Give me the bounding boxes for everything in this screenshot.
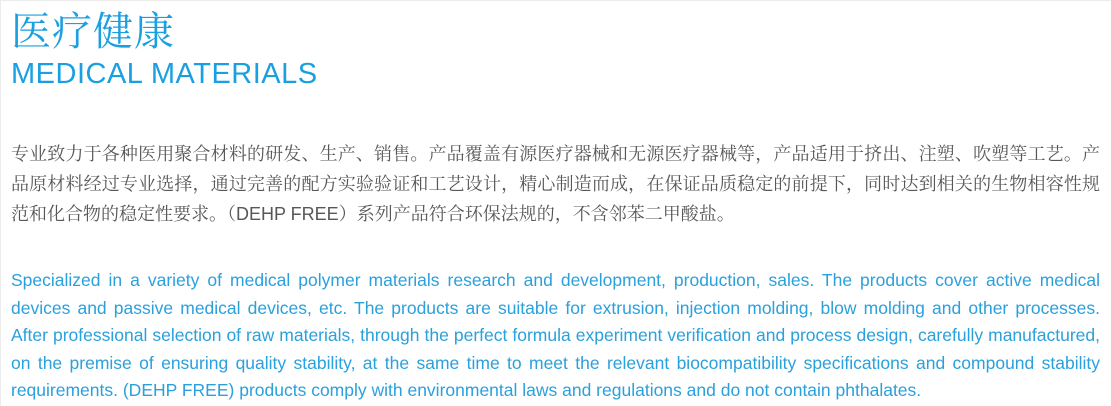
section-title-english: MEDICAL MATERIALS [11,58,318,90]
description-paragraph-chinese: 专业致力于各种医用聚合材料的研发、生产、销售。产品覆盖有源医疗器械和无源医疗器械等，产品适用于挤出、注塑、吹塑等工艺。产品原材料经过专业选择，通过完善的配方实验验证和工艺设计，精心制造而成，在保证品质稳定的前提下，同时达到相关的生物相容性规范和化合物的稳定性要求。（DEHP FREE）系列产品符合环保法规的，不含邻苯二甲酸盐。 [11,144,1100,224]
section-title-chinese: 医疗健康 [11,10,175,54]
description-paragraph-english: Specialized in a variety of medical polymer materials research and development, production, sales. The products cover active medical devices and passive medical devices, etc. The products are suitable for extrusion, injection molding, blow molding and other processes. After professional selection of raw materials, through the perfect formula experiment verification and process design, carefully manufactured, on the premise of ensuring quality stability, at the same time to meet the relevant biocompatibility specifications and compound stability requirements. (DEHP FREE) products comply with environmental laws and regulations and do not contain phthalates. [11,270,1100,401]
